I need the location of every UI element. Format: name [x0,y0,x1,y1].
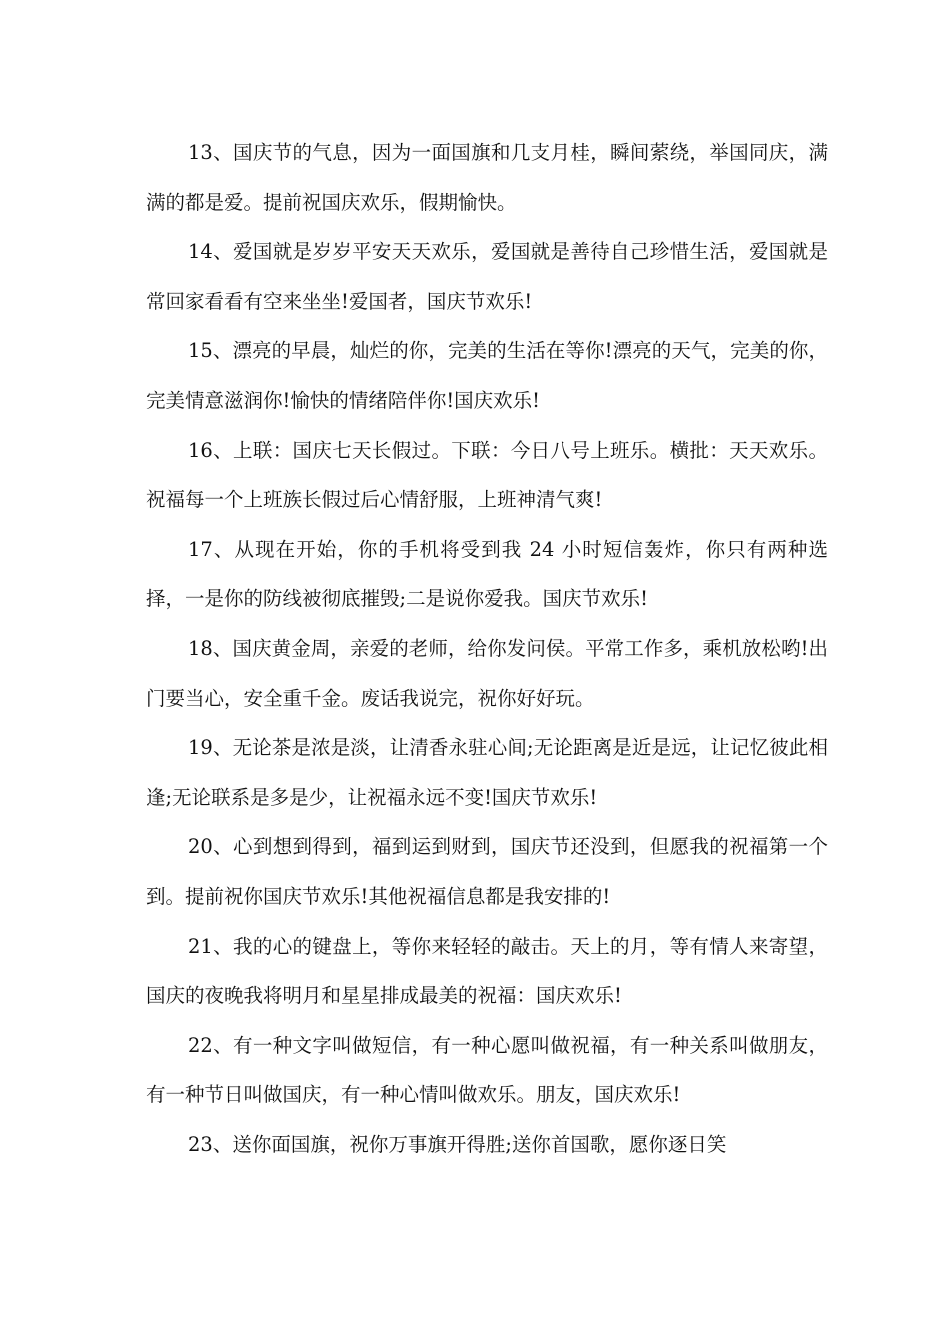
paragraph-15: 15、漂亮的早晨，灿烂的你，完美的生活在等你!漂亮的天气，完美的你，完美情意滋润你!愉快的情绪陪伴你!国庆欢乐! [146,339,828,412]
paragraph-21: 21、我的心的键盘上，等你来轻轻的敲击。天上的月，等有情人来寄望，国庆的夜晚我将明月和星星排成最美的祝福：国庆欢乐! [146,934,828,1008]
paragraph-18: 18、国庆黄金周，亲爱的老师，给你发问侯。平常工作多，乘机放松哟!出门要当心，安全重千金。废话我说完，祝你好好玩。 [146,636,828,710]
paragraph-23: 23、送你面国旗，祝你万事旗开得胜;送你首国歌，愿你逐日笑 [188,1132,727,1156]
paragraph-13: 13、国庆节的气息，因为一面国旗和几支月桂，瞬间萦绕，举国同庆，满满的都是爱。提前祝国庆欢乐，假期愉快。 [146,141,828,214]
paragraph-20: 20、心到想到得到，福到运到财到，国庆节还没到，但愿我的祝福第一个到。提前祝你国庆节欢乐!其他祝福信息都是我安排的! [146,835,828,908]
paragraph-22: 22、有一种文字叫做短信，有一种心愿叫做祝福，有一种关系叫做朋友，有一种节日叫做国庆，有一种心情叫做欢乐。朋友，国庆欢乐! [146,1033,828,1107]
paragraph-19: 19、无论茶是浓是淡，让清香永驻心间;无论距离是近是远，让记忆彼此相逢;无论联系是多是少，让祝福永远不变!国庆节欢乐! [146,736,828,809]
paragraph-16: 16、上联：国庆七天长假过。下联：今日八号上班乐。横批：天天欢乐。祝福每一个上班族长假过后心情舒服，上班神清气爽! [146,438,828,512]
document-body [146,128,828,1169]
paragraph-14: 14、爱国就是岁岁平安天天欢乐，爱国就是善待自己珍惜生活，爱国就是常回家看看有空来坐坐!爱国者，国庆节欢乐! [146,240,828,313]
paragraph-17: 17、从现在开始，你的手机将受到我 24 小时短信轰炸，你只有两种选择，一是你的防线被彻底摧毁;二是说你爱我。国庆节欢乐! [146,537,828,611]
